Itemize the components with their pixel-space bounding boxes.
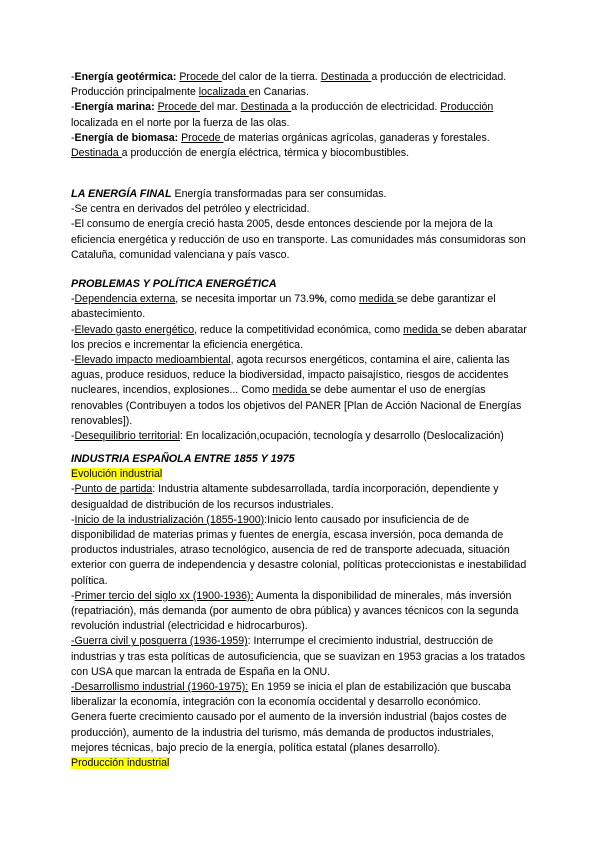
- energy-policy-section: [71, 277, 531, 444]
- term-biomass: Energía de biomasa:: [74, 131, 179, 144]
- text: se debe garantizar el abastecimiento.: [71, 293, 496, 321]
- text: de materias orgánicas agrícolas, ganaderas y forestales.: [223, 131, 490, 144]
- underlined-term: Dependencia externa: [74, 293, 176, 306]
- text: a producción de electricidad. Producción principalmente: [71, 71, 507, 99]
- text: :Inicio lento causado por insuficiencia de de disponibilidad de materias primas y fuentes de energía, escasa inversión, poca demanda de productos industriales, atraso tecnológico, ausencia de red de transporte adecuada, situación exterior con guerra de independencia y desastre colonial, políticas proteccionistas e inestabilidad política.: [71, 513, 527, 587]
- highlighted-subheading: Producción industrial: [71, 757, 170, 770]
- marine-paragraph: [71, 100, 531, 130]
- dash: -: [71, 483, 75, 496]
- paragraph: [71, 323, 531, 353]
- underlined-term: -Desarrollismo industrial (1960-1975):: [71, 681, 249, 694]
- biomass-paragraph: [71, 131, 531, 161]
- highlight-line: [71, 467, 531, 482]
- dash: -: [71, 101, 75, 114]
- text: , reduce la competitividad económica, como: [194, 323, 404, 336]
- paragraph: [71, 634, 531, 680]
- text: , como: [324, 293, 359, 306]
- text: : En localización,ocupación, tecnología y desarrollo (Deslocalización): [179, 430, 504, 443]
- text: : Interrumpe el crecimiento industrial, destrucción de industrias y tras esta políticas de autosuficiencia, que se suavizan en 1953 gracias a los tratados con USA que marcan la entrada de España en la ONU.: [71, 635, 526, 678]
- underlined-term: Elevado gasto energético: [74, 323, 195, 336]
- dash: -: [71, 323, 75, 336]
- underlined-word: Destinada: [320, 71, 372, 83]
- underlined-word: localizada: [198, 86, 249, 99]
- section-title: INDUSTRIA ESPAÑOLA ENTRE 1855 Y 1975: [71, 453, 295, 465]
- term-marine: Energía marina:: [74, 101, 155, 114]
- underlined-term: Primer tercio del siglo xx (1900-1936):: [74, 589, 254, 602]
- paragraph: -El consumo de energía creció hasta 2005, desde entonces desciende por la mejora de la eficiencia energética y reducción de uso en transporte. Las comunidades más consumidoras son Cataluña, comunidad valenciana y país vasco.: [71, 218, 526, 261]
- text: del mar.: [199, 101, 241, 114]
- underlined-word: Producción: [440, 101, 494, 114]
- text: En 1959 se inicia el plan de estabilización que buscaba liberalizar la economía, integración con la economía occidental y desarrollo económico.: [71, 681, 511, 709]
- section-title: LA ENERGÍA FINAL: [71, 188, 172, 200]
- underlined-word: Destinada: [71, 147, 122, 160]
- dash: -: [71, 131, 75, 144]
- text: del calor de la tierra.: [221, 71, 321, 83]
- dash: -: [71, 71, 75, 83]
- dash: -: [71, 354, 75, 367]
- paragraph: [71, 292, 531, 322]
- underlined-word: medida: [358, 293, 397, 306]
- final-energy-section: [71, 187, 531, 263]
- underlined-term: -Guerra civil y posguerra (1936-1959): [71, 635, 248, 648]
- paragraph: -Se centra en derivados del petróleo y electricidad.: [71, 203, 310, 216]
- paragraph: [71, 429, 531, 444]
- energy-types-section: [71, 70, 531, 161]
- text: Energía transformadas para ser consumidas.: [171, 188, 387, 200]
- highlighted-subheading: Evolución industrial: [71, 468, 163, 481]
- text: se debe aumentar el uso de energías renovables (Contribuyen a todos los objetivos del PANER [Plan de Acción Nacional de Energías renovables]).: [71, 384, 522, 427]
- dash: -: [71, 513, 75, 526]
- text: , agota recursos energéticos, contamina el aire, calienta las aguas, produce residuos, reduce la biodiversidad, impacto paisajístico, riesgos de accidentes nucleares, incendios, explosiones... Como: [71, 354, 510, 397]
- paragraph: [71, 353, 531, 429]
- text: en Canarias.: [248, 86, 309, 99]
- underlined-word: medida: [403, 323, 441, 336]
- dash: -: [71, 430, 75, 443]
- underlined-word: Procede: [157, 101, 200, 114]
- text: se deben abaratar los precios e incrementar la eficiencia energética.: [71, 323, 527, 351]
- final-energy-heading: [71, 187, 531, 202]
- underlined-word: Procede: [179, 71, 222, 83]
- underlined-term: Elevado impacto medioambiental: [74, 354, 231, 367]
- underlined-word: Destinada: [240, 101, 292, 114]
- percent-sign: %: [314, 293, 325, 306]
- highlight-line: [71, 756, 531, 771]
- text: a producción de energía eléctrica, térmica y biocombustibles.: [121, 147, 410, 160]
- text: , se necesita importar un 73.9: [175, 293, 315, 306]
- text: Aumenta la disponibilidad de minerales, más inversión (repatriación), más demanda (por aumento de obra pública) y avances técnicos con la segunda revolución industrial (electricidad e hidrocarburos).: [71, 589, 519, 633]
- paragraph: [71, 680, 531, 710]
- text: : Industria altamente subdesarrollada, tardía incorporación, dependiente y desigualdad de distribución de los recursos industriales.: [71, 483, 499, 511]
- underlined-term: Desequilibrio territorial: [74, 430, 180, 443]
- underlined-term: Punto de partida: [74, 483, 153, 496]
- section-title: PROBLEMAS Y POLÍTICA ENERGÉTICA: [71, 278, 277, 290]
- text: a la producción de electricidad.: [291, 101, 441, 114]
- dash: -: [71, 293, 75, 306]
- paragraph: [71, 589, 531, 635]
- underlined-term: Inicio de la industrialización (1855-1900): [74, 513, 265, 526]
- geothermal-paragraph: [71, 70, 531, 100]
- paragraph: [71, 513, 531, 589]
- text: localizada en el norte por la fuerza de las olas.: [71, 116, 290, 129]
- paragraph: Genera fuerte crecimiento causado por el aumento de la inversión industrial (bajos costes de producción), aumento de la industria del turismo, más demanda de productos industriales, mejores técnicas, bajo precio de la energía, política estatal (planes desarrollo).: [71, 711, 507, 754]
- dash: -: [71, 589, 75, 602]
- paragraph: [71, 482, 531, 512]
- term-geothermal: Energía geotérmica:: [74, 71, 177, 83]
- underlined-word: Procede: [181, 131, 224, 144]
- industry-section: [71, 452, 531, 771]
- underlined-word: medida: [272, 384, 311, 397]
